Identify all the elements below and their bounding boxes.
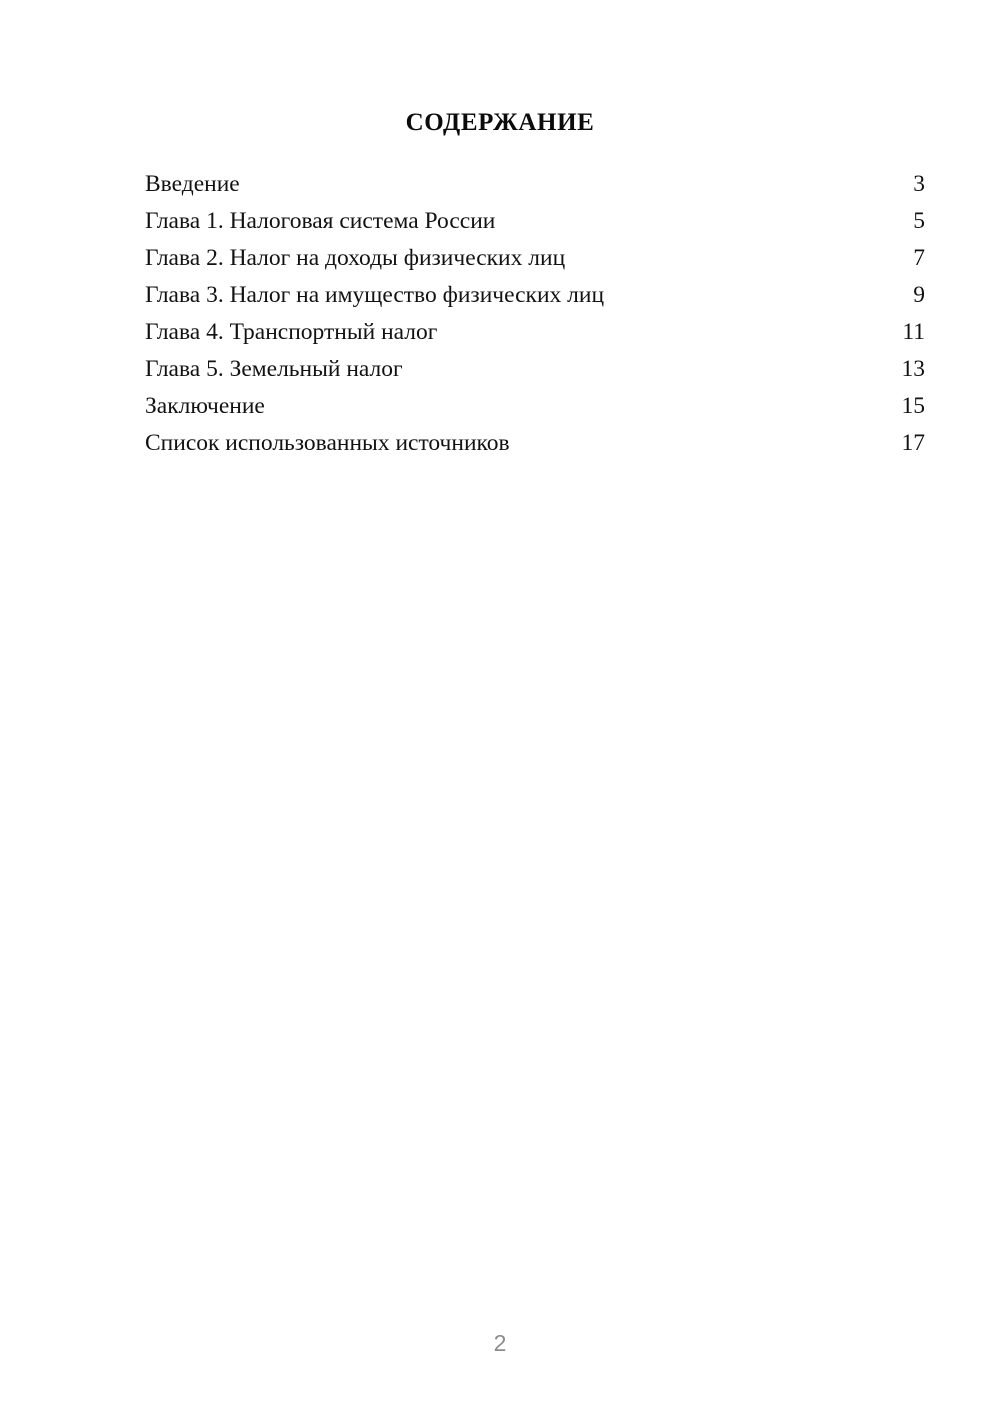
- toc-entry-label: Глава 2. Налог на доходы физических лиц: [145, 245, 566, 271]
- toc-entry-label: Заключение: [145, 393, 265, 419]
- toc-entry-page-number: 13: [901, 356, 925, 382]
- toc-entry[interactable]: [145, 314, 925, 351]
- toc-entry-page-number: 3: [913, 171, 925, 197]
- toc-entry-page-number: 17: [901, 430, 925, 456]
- toc-entry-page-number: 5: [913, 208, 925, 234]
- footer-page-number: 2: [493, 1330, 507, 1356]
- toc-entry[interactable]: [145, 388, 925, 425]
- toc-entry-label: Введение: [145, 171, 240, 197]
- toc-entry-label: Глава 3. Налог на имущество физических лиц: [145, 282, 605, 308]
- toc-entry-page-number: 7: [913, 245, 925, 271]
- toc-entry-label: Глава 1. Налоговая система России: [145, 208, 496, 234]
- toc-entry-label: Глава 4. Транспортный налог: [145, 319, 438, 345]
- page-title: СОДЕРЖАНИЕ: [405, 108, 595, 136]
- toc-entry-page-number: 11: [902, 319, 925, 345]
- toc-entry[interactable]: [145, 240, 925, 277]
- toc-entry-page-number: 15: [901, 393, 925, 419]
- toc-entry[interactable]: [145, 203, 925, 240]
- toc-entry-label: Глава 5. Земельный налог: [145, 356, 403, 382]
- toc-entry[interactable]: [145, 277, 925, 314]
- toc-entry[interactable]: [145, 425, 925, 462]
- toc-entry-label: Список использованных источников: [145, 430, 510, 456]
- toc-entry[interactable]: [145, 351, 925, 388]
- toc-entry-page-number: 9: [913, 282, 925, 308]
- table-of-contents: [145, 166, 925, 462]
- toc-entry[interactable]: [145, 166, 925, 203]
